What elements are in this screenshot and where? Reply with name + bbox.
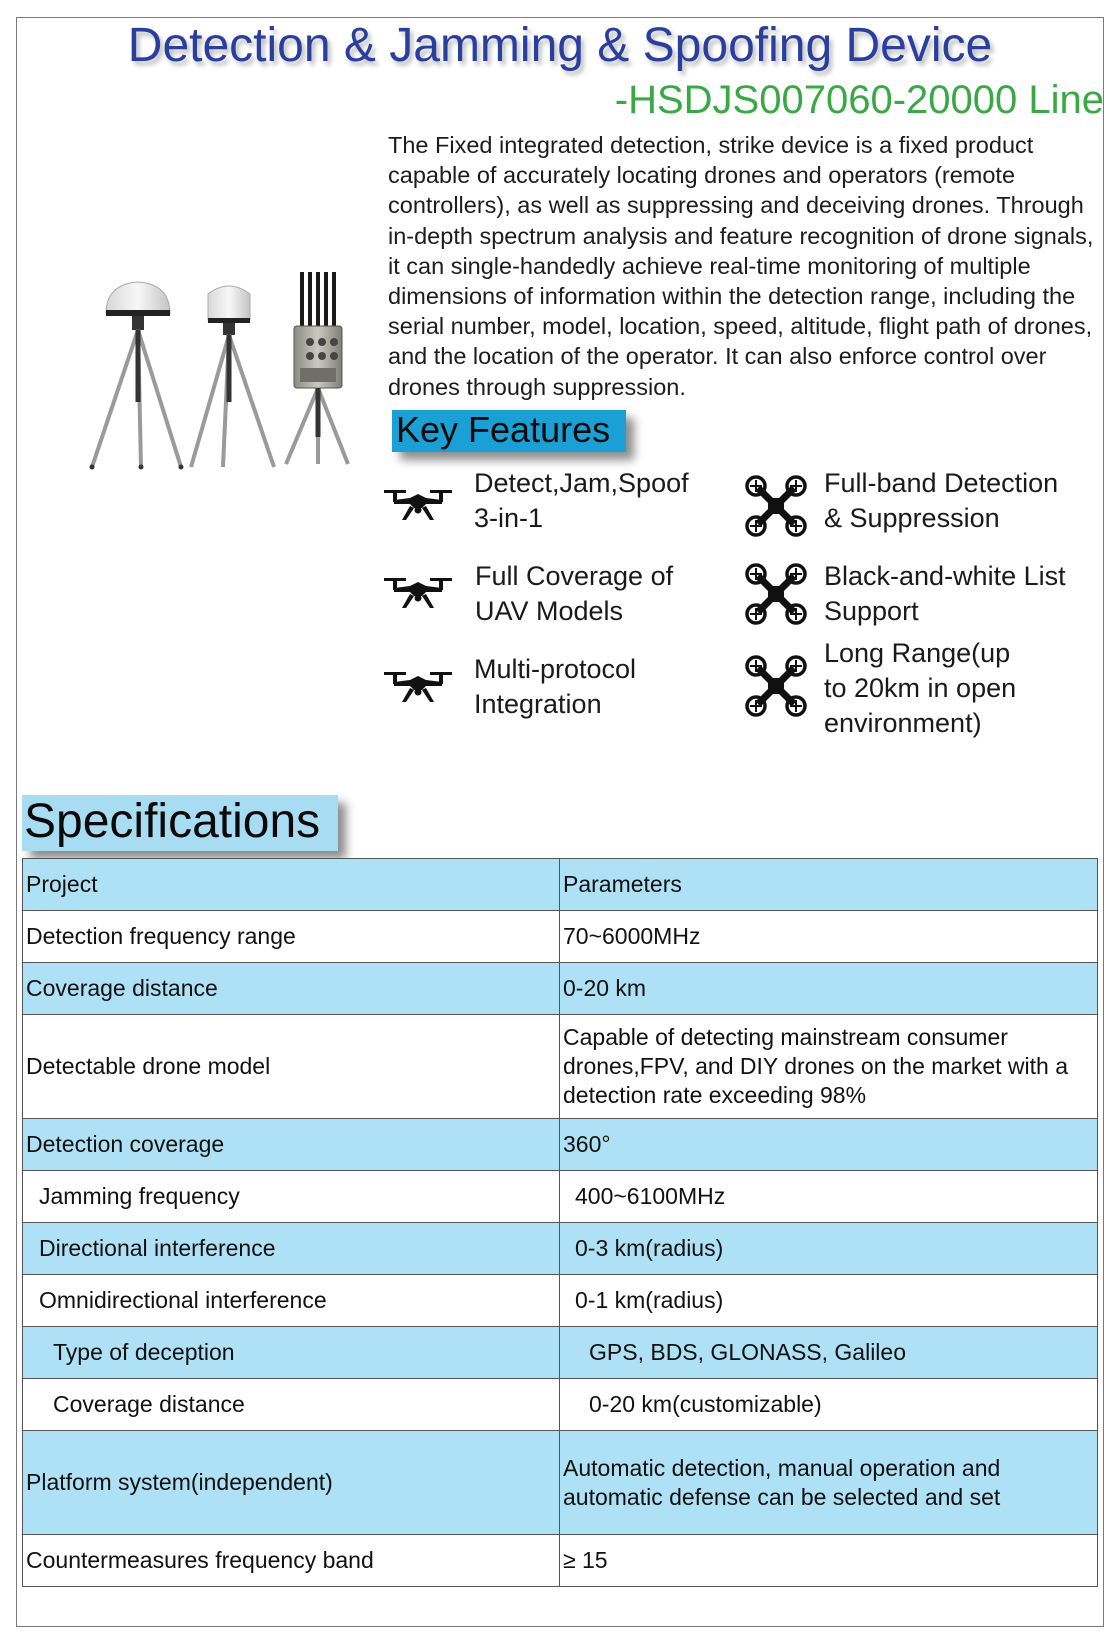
feature-line: & Suppression bbox=[824, 503, 1000, 533]
parameter-cell: Capable of detecting mainstream consumer drones,FPV, and DIY drones on the market with a detection rate exceeding 98% bbox=[560, 1015, 1098, 1119]
feature-long-range bbox=[824, 636, 1016, 741]
model-subtitle: -HSDJS007060-20000 Line bbox=[614, 78, 1104, 122]
quadcopter-icon bbox=[744, 654, 808, 718]
drone-icon bbox=[382, 572, 454, 612]
project-cell: Detectable drone model bbox=[23, 1015, 560, 1119]
feature-detect-jam-spoof bbox=[474, 466, 689, 536]
feature-line: Full-band Detection bbox=[824, 468, 1059, 498]
specifications-title: Specifications bbox=[24, 795, 321, 848]
feature-line: Integration bbox=[474, 689, 602, 719]
feature-line: Multi-protocol bbox=[474, 654, 637, 684]
project-cell: Jamming frequency bbox=[23, 1171, 560, 1223]
specifications-table bbox=[22, 858, 1098, 1587]
parameter-cell: GPS, BDS, GLONASS, Galileo bbox=[560, 1327, 1098, 1379]
feature-full-band bbox=[824, 466, 1058, 536]
feature-line: Full Coverage of bbox=[475, 561, 674, 591]
feature-line: Support bbox=[824, 596, 919, 626]
table-row bbox=[23, 1379, 1098, 1431]
feature-line: Detect,Jam,Spoof bbox=[474, 468, 689, 498]
project-cell: Platform system(independent) bbox=[23, 1431, 560, 1535]
parameter-cell: 0-1 km(radius) bbox=[560, 1275, 1098, 1327]
table-row bbox=[23, 1223, 1098, 1275]
project-cell: Directional interference bbox=[23, 1223, 560, 1275]
project-cell: Type of deception bbox=[23, 1327, 560, 1379]
drone-icon bbox=[382, 484, 454, 524]
parameter-cell: 360° bbox=[560, 1119, 1098, 1171]
specifications-heading bbox=[22, 795, 338, 851]
key-features-heading bbox=[392, 410, 626, 452]
table-row bbox=[23, 1015, 1098, 1119]
feature-line: 3-in-1 bbox=[474, 503, 544, 533]
quadcopter-icon bbox=[744, 562, 808, 626]
quadcopter-icon bbox=[744, 474, 808, 538]
parameter-cell: 0-3 km(radius) bbox=[560, 1223, 1098, 1275]
project-cell: Omnidirectional interference bbox=[23, 1275, 560, 1327]
parameter-cell: 70~6000MHz bbox=[560, 911, 1098, 963]
detection-dome-device bbox=[90, 282, 184, 470]
table-row bbox=[23, 1171, 1098, 1223]
table-header-row bbox=[23, 859, 1098, 911]
page-title: Detection & Jamming & Spoofing Device bbox=[127, 19, 993, 72]
parameter-cell: 400~6100MHz bbox=[560, 1171, 1098, 1223]
product-photo bbox=[86, 272, 366, 482]
parameter-cell: ≥ 15 bbox=[560, 1535, 1098, 1587]
header-parameters: Parameters bbox=[560, 859, 1098, 911]
product-description: The Fixed integrated detection, strike device is a fixed product capable of accurately locating drones and operators (remote controllers), as well as suppressing and deceiving drones. Through in-depth spectrum analysis and feature recognition of drone signals, it can single-handedly achieve real-time monitoring of multiple dimensions of information within the detection range, including the serial number, model, location, speed, altitude, flight path of drones, and the location of the operator. It can also enforce control over drones through suppression. bbox=[388, 132, 1094, 400]
drone-icon bbox=[382, 666, 454, 706]
header-project: Project bbox=[23, 859, 560, 911]
feature-multi-protocol bbox=[474, 652, 636, 722]
parameter-cell: Automatic detection, manual operation and automatic defense can be selected and set bbox=[560, 1431, 1098, 1535]
table-row bbox=[23, 963, 1098, 1015]
parameter-cell: 0-20 km(customizable) bbox=[560, 1379, 1098, 1431]
project-cell: Coverage distance bbox=[23, 1379, 560, 1431]
parameter-cell: 0-20 km bbox=[560, 963, 1098, 1015]
table-row bbox=[23, 1327, 1098, 1379]
table-row bbox=[23, 1535, 1098, 1587]
feature-line: to 20km in open bbox=[824, 673, 1017, 703]
project-cell: Coverage distance bbox=[23, 963, 560, 1015]
project-cell: Detection coverage bbox=[23, 1119, 560, 1171]
table-row bbox=[23, 1431, 1098, 1535]
table-row bbox=[23, 1119, 1098, 1171]
table-row bbox=[23, 911, 1098, 963]
feature-line: environment) bbox=[824, 708, 982, 738]
spoofing-antenna-device bbox=[286, 272, 348, 464]
feature-line: Black-and-white List bbox=[824, 561, 1066, 591]
feature-line: Long Range(up bbox=[824, 638, 1011, 668]
project-cell: Detection frequency range bbox=[23, 911, 560, 963]
key-features-title: Key Features bbox=[396, 409, 611, 450]
feature-full-coverage bbox=[475, 559, 673, 629]
jamming-dome-device bbox=[191, 286, 274, 467]
table-row bbox=[23, 1275, 1098, 1327]
feature-line: UAV Models bbox=[475, 596, 624, 626]
project-cell: Countermeasures frequency band bbox=[23, 1535, 560, 1587]
feature-black-white-list bbox=[824, 559, 1066, 629]
